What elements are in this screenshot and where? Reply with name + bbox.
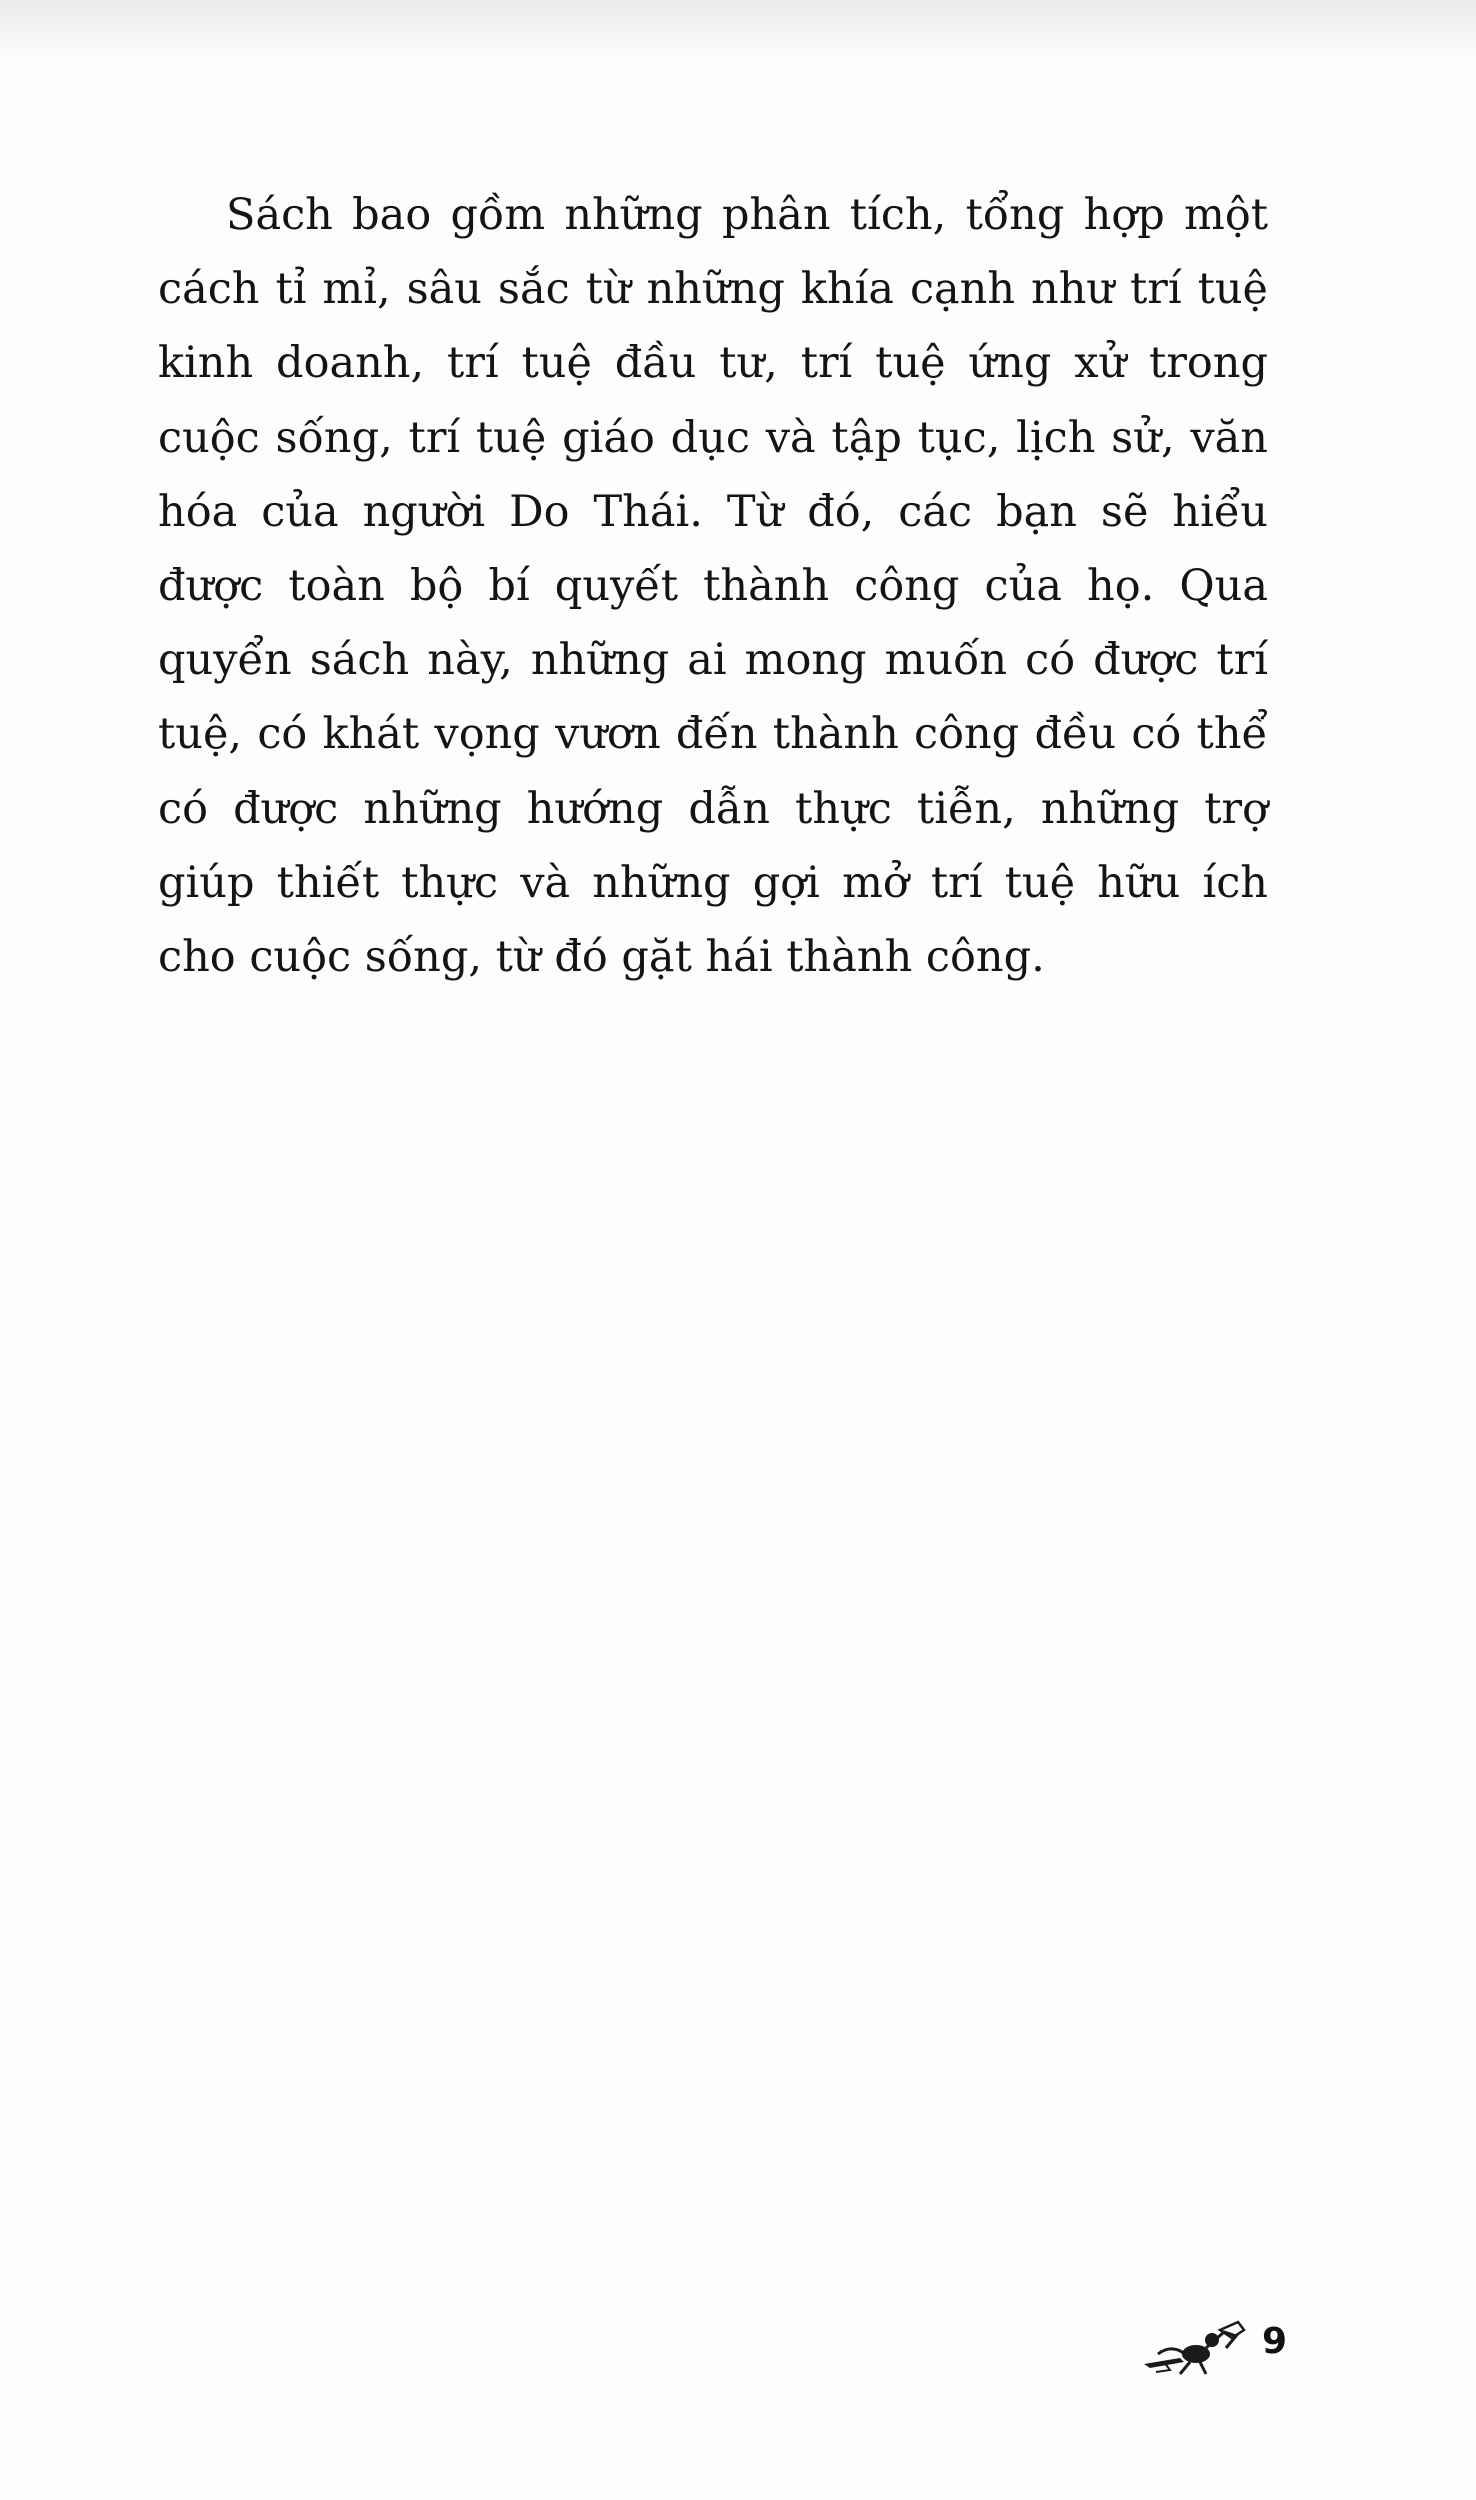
paragraph-line: hóa của người Do Thái. Từ đó, các bạn sẽ hiểu xyxy=(158,486,1268,537)
paragraph-line: được toàn bộ bí quyết thành công của họ. Qua xyxy=(158,561,1268,612)
paragraph-line: Sách bao gồm những phân tích, tổng hợp một xyxy=(226,190,1268,240)
running-figure-ornament-icon xyxy=(1140,2318,1256,2376)
body-paragraph xyxy=(158,178,1268,994)
page-number: 9 xyxy=(1262,2321,1288,2362)
paragraph-line: giúp thiết thực và những gợi mở trí tuệ hữu ích xyxy=(158,857,1268,908)
paragraph-line: kinh doanh, trí tuệ đầu tư, trí tuệ ứng xử trong xyxy=(158,338,1268,389)
page-footer xyxy=(1140,2318,1290,2378)
paragraph-line: cuộc sống, trí tuệ giáo dục và tập tục, lịch sử, văn xyxy=(158,412,1268,463)
paragraph-line: tuệ, có khát vọng vươn đến thành công đều có thể xyxy=(158,709,1268,760)
paragraph-line: quyển sách này, những ai mong muốn có được trí xyxy=(158,635,1268,686)
paragraph-line: cho cuộc sống, từ đó gặt hái thành công. xyxy=(158,932,1045,983)
paragraph-line: có được những hướng dẫn thực tiễn, những trợ xyxy=(158,783,1268,834)
paragraph-line: cách tỉ mỉ, sâu sắc từ những khía cạnh như trí tuệ xyxy=(158,264,1268,315)
page-top-shadow xyxy=(0,0,1476,60)
